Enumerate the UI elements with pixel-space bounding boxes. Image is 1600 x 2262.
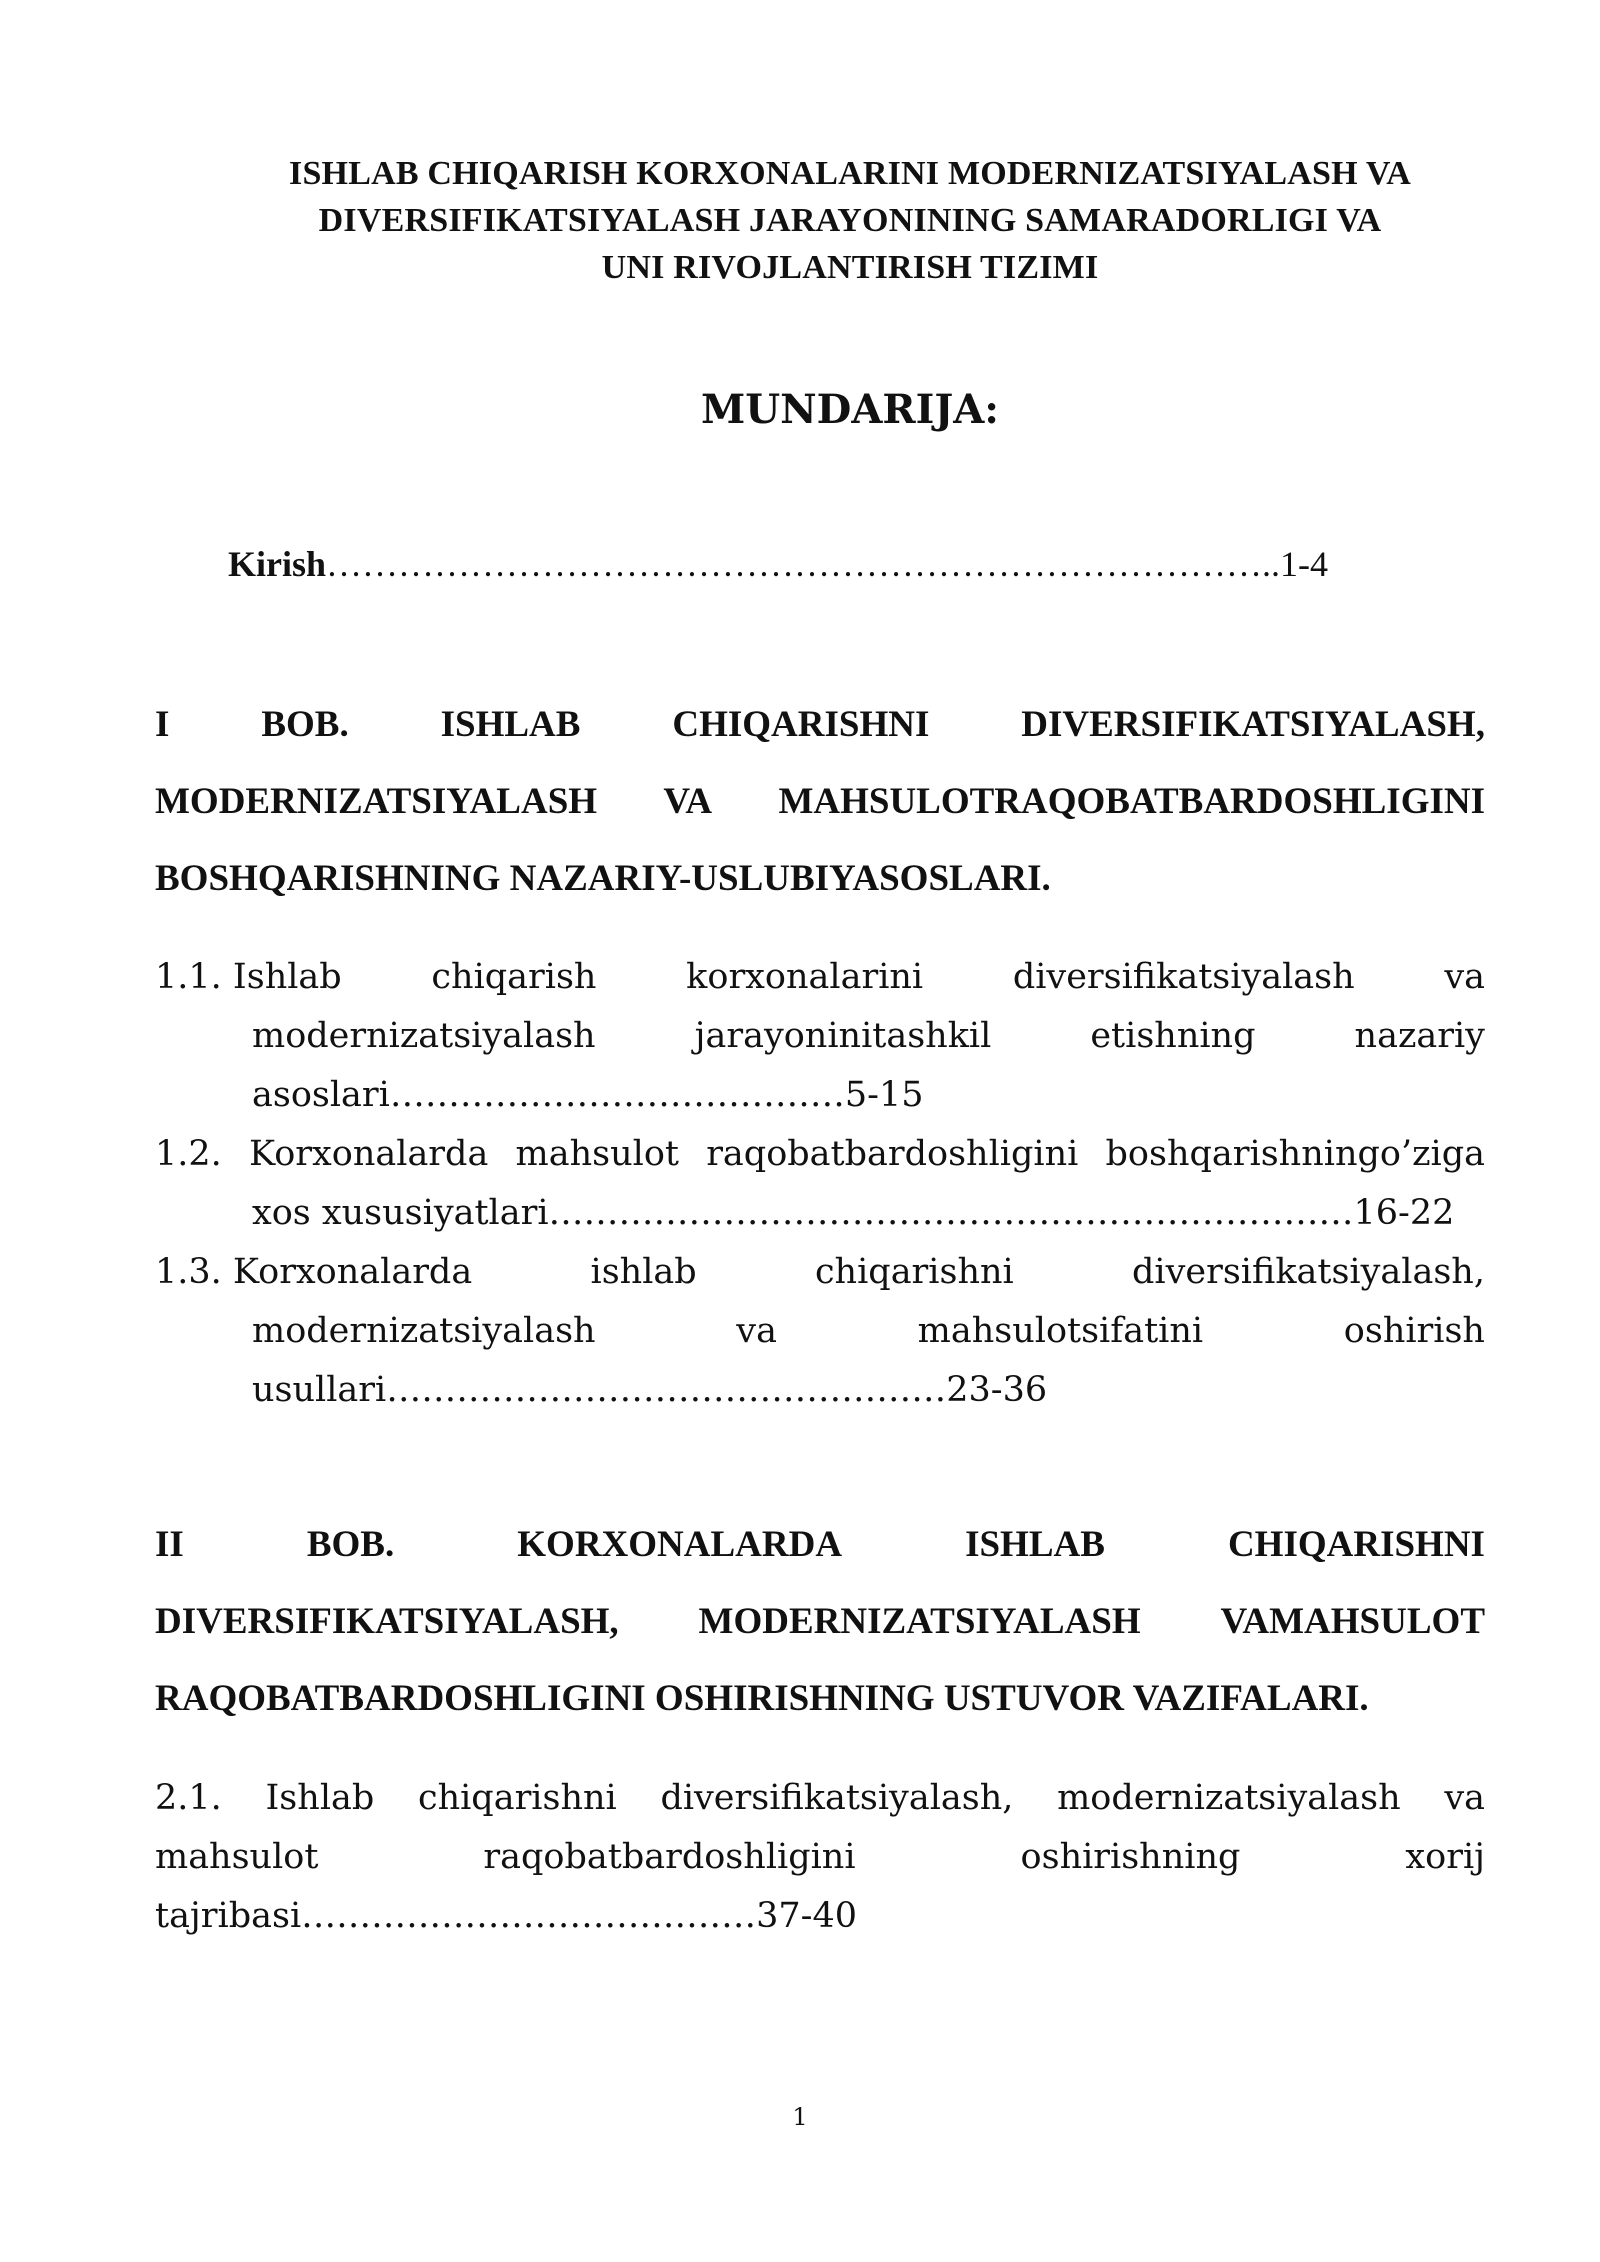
kirish-leader: …………………………………………………………………….. (326, 544, 1281, 584)
toc-entry-1-3 (155, 1243, 1485, 1420)
word: DIVERSIFIKATSIYALASH, (1021, 704, 1485, 745)
entry-2-1-line-3: tajribasi…………………………………37-40 (155, 1896, 858, 1936)
word: boshqarishningo’ziga (1105, 1134, 1485, 1174)
toc-entry-kirish (228, 538, 1328, 590)
word: KORXONALARDA (517, 1524, 843, 1565)
word: CHIQARISHNI (672, 704, 930, 745)
word: modernizatsiyalash (1057, 1778, 1401, 1818)
toc-entry-2-1 (155, 1769, 1485, 1946)
entry-1-3-line-2 (155, 1302, 1485, 1361)
entry-1-1-line-1 (155, 948, 1485, 1007)
word: chiqarishni (417, 1778, 617, 1818)
word: ISHLAB (440, 704, 581, 745)
chapter-1-heading (155, 686, 1485, 917)
entry-1-2-line-2: xos xususiyatlari……………………………………………………………16-22 (252, 1193, 1455, 1233)
toc-entry-1-1 (155, 948, 1485, 1125)
title-line-3: UNI RIVOJLANTIRISH TIZIMI (601, 249, 1099, 286)
toc-heading: MUNDARIJA: (700, 386, 1000, 433)
word: nazariy (1354, 1016, 1485, 1056)
word: Korxonalarda (249, 1134, 489, 1174)
toc-entry-1-2 (155, 1125, 1485, 1243)
page-number: 1 (792, 2103, 808, 2131)
entry-2-1-line-1 (155, 1769, 1485, 1828)
entry-2-1-line-2 (155, 1828, 1485, 1887)
entry-1-3-line-1 (155, 1243, 1485, 1302)
word: 1.2. (155, 1134, 222, 1174)
word: Ishlab (265, 1778, 375, 1818)
word: jarayoninitashkil (694, 1016, 992, 1056)
word: va (1444, 957, 1485, 997)
entry-1-2-line-1 (155, 1125, 1485, 1184)
word: CHIQARISHNI (1227, 1524, 1485, 1565)
word: MODERNIZATSIYALASH (155, 781, 598, 822)
title-line-1: ISHLAB CHIQARISH KORXONALARINI MODERNIZATSIYALASH VA (289, 155, 1411, 192)
chapter-2-line-1 (155, 1506, 1485, 1583)
word: raqobatbardoshligini (483, 1837, 856, 1877)
word: II (155, 1524, 184, 1565)
chapter-1-entries (155, 948, 1485, 1420)
word: MAHSULOTRAQOBATBARDOSHLIGINI (778, 781, 1485, 822)
word: va (736, 1311, 777, 1351)
word: 1.1. Ishlab (155, 957, 342, 997)
word: chiqarishni (814, 1252, 1014, 1292)
title-line-2: DIVERSIFIKATSIYALASH JARAYONINING SAMARADORLIGI VA (318, 202, 1382, 239)
entry-1-1-line-2 (155, 1007, 1485, 1066)
word: BOB. (306, 1524, 395, 1565)
chapter-2-line-3: RAQOBATBARDOSHLIGINI OSHIRISHNING USTUVOR VAZIFALARI. (155, 1678, 1369, 1719)
kirish-pages: 1-4 (1280, 544, 1329, 584)
word: diversifikatsiyalash, (660, 1778, 1014, 1818)
entry-1-1-line-3: asoslari…………………………………5-15 (252, 1075, 924, 1115)
word: xorij (1405, 1837, 1485, 1877)
word: 1.3. Korxonalarda (155, 1252, 473, 1292)
word: VAMAHSULOT (1220, 1601, 1485, 1642)
word: diversifikatsiyalash (1012, 957, 1355, 997)
word: ishlab (590, 1252, 697, 1292)
word: chiqarish (431, 957, 597, 997)
chapter-2-entries (155, 1769, 1485, 1946)
chapter-1-line-3: BOSHQARISHNING NAZARIY-USLUBIYASOSLARI. (155, 858, 1051, 899)
word: I (155, 704, 170, 745)
chapter-1-line-1 (155, 686, 1485, 763)
kirish-label: Kirish (228, 544, 327, 584)
word: oshirish (1343, 1311, 1485, 1351)
chapter-2-line-2 (155, 1583, 1485, 1660)
document-title (200, 150, 1500, 291)
word: DIVERSIFIKATSIYALASH, (155, 1601, 619, 1642)
word: mahsulot (155, 1837, 319, 1877)
chapter-2-heading (155, 1506, 1485, 1737)
word: modernizatsiyalash (252, 1016, 596, 1056)
word: modernizatsiyalash (252, 1311, 596, 1351)
chapter-1-line-2 (155, 763, 1485, 840)
word: VA (663, 781, 713, 822)
entry-1-3-line-3: usullari…………………………………………23-36 (252, 1370, 1048, 1410)
word: MODERNIZATSIYALASH (698, 1601, 1141, 1642)
word: BOB. (261, 704, 349, 745)
word: etishning (1090, 1016, 1256, 1056)
word: 2.1. (155, 1778, 222, 1818)
word: korxonalarini (686, 957, 924, 997)
word: raqobatbardoshligini (706, 1134, 1079, 1174)
word: diversifikatsiyalash, (1132, 1252, 1485, 1292)
word: oshirishning (1020, 1837, 1241, 1877)
word: mahsulotsifatini (917, 1311, 1204, 1351)
word: mahsulot (515, 1134, 679, 1174)
word: ISHLAB (965, 1524, 1105, 1565)
word: va (1444, 1778, 1485, 1818)
